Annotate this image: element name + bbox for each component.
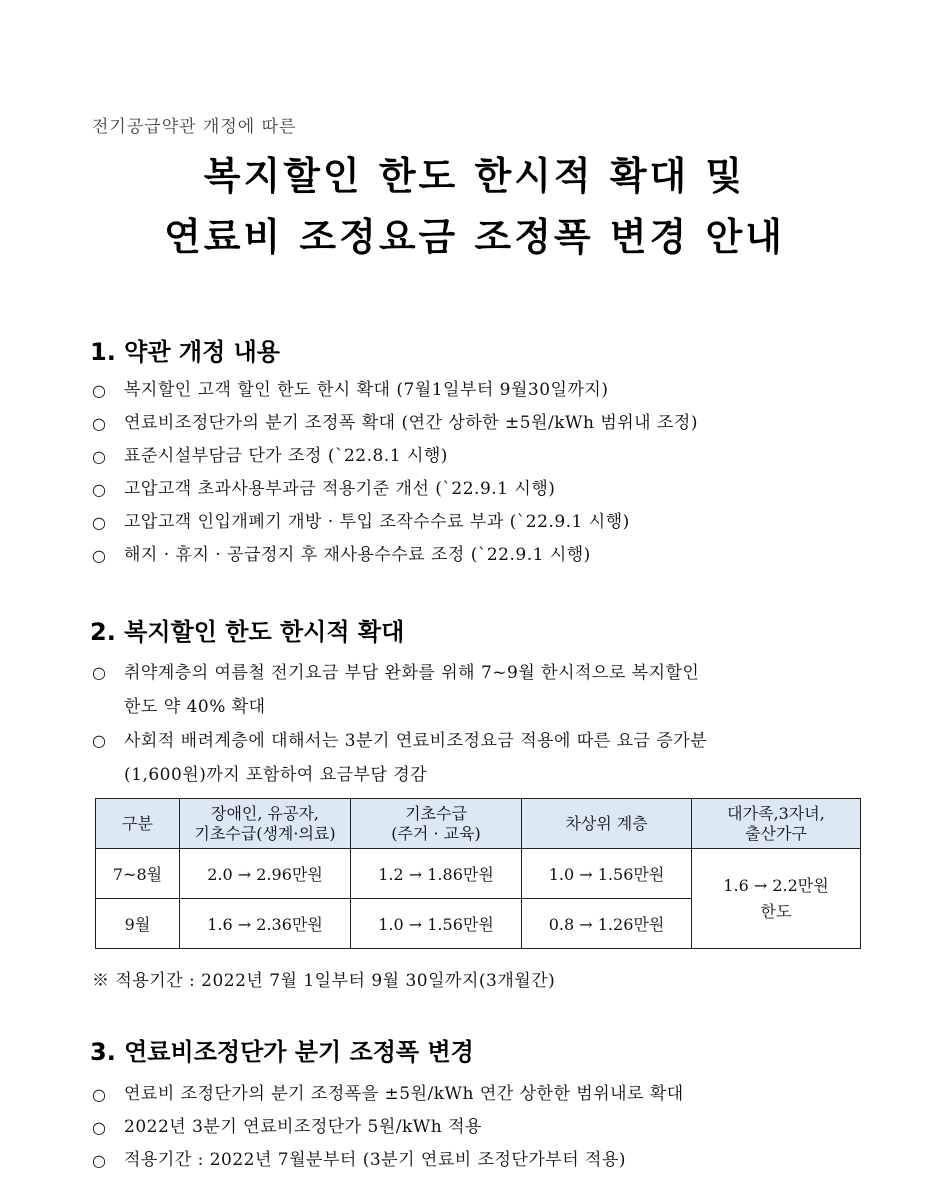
header-text: 구분 [122,813,153,833]
list-item [92,473,872,506]
table-cell: 1.2 → 1.86만원 [351,849,522,899]
table-cell: 2.0 → 2.96만원 [180,849,351,899]
circle-bullet-icon: ○ [92,1151,107,1170]
table-row [96,849,861,899]
header-text: 기초수급 [405,803,467,823]
list-item [92,1078,872,1111]
circle-bullet-icon: ○ [92,1085,107,1104]
list-item-text-continued: 한도 약 40% 확대 [124,697,266,717]
circle-bullet-icon: ○ [92,447,107,466]
application-period-note: ※ 적용기간 : 2022년 7월 1일부터 9월 30일까지(3개월간) [92,971,556,991]
header-text: 기초수급(생계·의료) [194,823,336,843]
table-cell: 1.0 → 1.56만원 [351,899,522,949]
list-item [92,440,872,473]
circle-bullet-icon: ○ [92,480,107,499]
list-item [92,1111,872,1144]
section-3-heading: 3. 연료비조정단가 분기 조정폭 변경 [90,1038,474,1066]
section-2-list [92,656,882,792]
section-2-heading: 2. 복지할인 한도 한시적 확대 [90,618,405,646]
list-item-text-continued: (1,600원)까지 포함하여 요금부담 경감 [124,765,428,785]
section-1-heading: 1. 약관 개정 내용 [90,338,280,366]
list-item [92,374,872,407]
list-item-text: 연료비조정단가의 분기 조정폭 확대 (연간 상하한 ±5원/kWh 범위내 조정) [124,413,698,433]
page-title-line-1: 복지할인 한도 한시적 확대 및 [203,154,746,198]
list-item [92,724,882,792]
list-item-text: 해지 · 휴지 · 공급정지 후 재사용수수료 조정 (`22.9.1 시행) [124,545,591,565]
list-item-text: 고압고객 초과사용부과금 적용기준 개선 (`22.9.1 시행) [124,479,556,499]
list-item-text: 2022년 3분기 연료비조정단가 5원/kWh 적용 [124,1117,482,1137]
list-item-text: 사회적 배려계층에 대해서는 3분기 연료비조정요금 적용에 따른 요금 증가분 [124,731,708,751]
circle-bullet-icon: ○ [92,414,107,433]
list-item [92,407,872,440]
welfare-discount-table [95,798,861,949]
circle-bullet-icon: ○ [92,546,107,565]
table-header-cell [351,799,522,849]
list-item-text: 고압고객 인입개폐기 개방 · 투입 조작수수료 부과 (`22.9.1 시행) [124,512,630,532]
list-item-text: 복지할인 고객 할인 한도 한시 확대 (7월1일부터 9월30일까지) [124,380,609,400]
header-text: 대가족,3자녀, [727,803,825,823]
section-1-list [92,374,872,572]
table-cell: 1.0 → 1.56만원 [522,849,692,899]
table-header-cell [522,799,692,849]
table-header-cell [692,799,861,849]
section-3-list [92,1078,872,1177]
table-cell: 1.6 → 2.36만원 [180,899,351,949]
circle-bullet-icon: ○ [92,663,107,682]
table-cell-period: 9월 [96,899,180,949]
list-item-text: 적용기간 : 2022년 7월분부터 (3분기 연료비 조정단가부터 적용) [124,1150,626,1170]
page-title-line-2: 연료비 조정요금 조정폭 변경 안내 [164,215,785,259]
list-item-text: 표준시설부담금 단가 조정 (`22.8.1 시행) [124,446,448,466]
list-item [92,1144,872,1177]
merged-cell-text: 한도 [760,901,792,921]
table-cell-merged [692,849,861,949]
header-text: 장애인, 유공자, [211,803,319,823]
circle-bullet-icon: ○ [92,1118,107,1137]
header-text: 출산가구 [745,823,807,843]
welfare-discount-table-container [95,798,861,949]
table-cell-period: 7~8월 [96,849,180,899]
circle-bullet-icon: ○ [92,381,107,400]
circle-bullet-icon: ○ [92,731,107,750]
table-header-cell [96,799,180,849]
list-item-text: 취약계층의 여름철 전기요금 부담 완화를 위해 7~9월 한시적으로 복지할인 [124,663,700,683]
circle-bullet-icon: ○ [92,513,107,532]
header-text: (주거 · 교육) [391,823,481,843]
table-header-row [96,799,861,849]
header-subtitle: 전기공급약관 개정에 따른 [92,117,297,137]
list-item [92,539,872,572]
list-item [92,506,872,539]
header-text: 차상위 계층 [565,813,648,833]
list-item-text: 연료비 조정단가의 분기 조정폭을 ±5원/kWh 연간 상한한 범위내로 확대 [124,1084,684,1104]
table-header-cell [180,799,351,849]
merged-cell-text: 1.6 → 2.2만원 [723,875,829,895]
table-cell: 0.8 → 1.26만원 [522,899,692,949]
list-item [92,656,882,724]
